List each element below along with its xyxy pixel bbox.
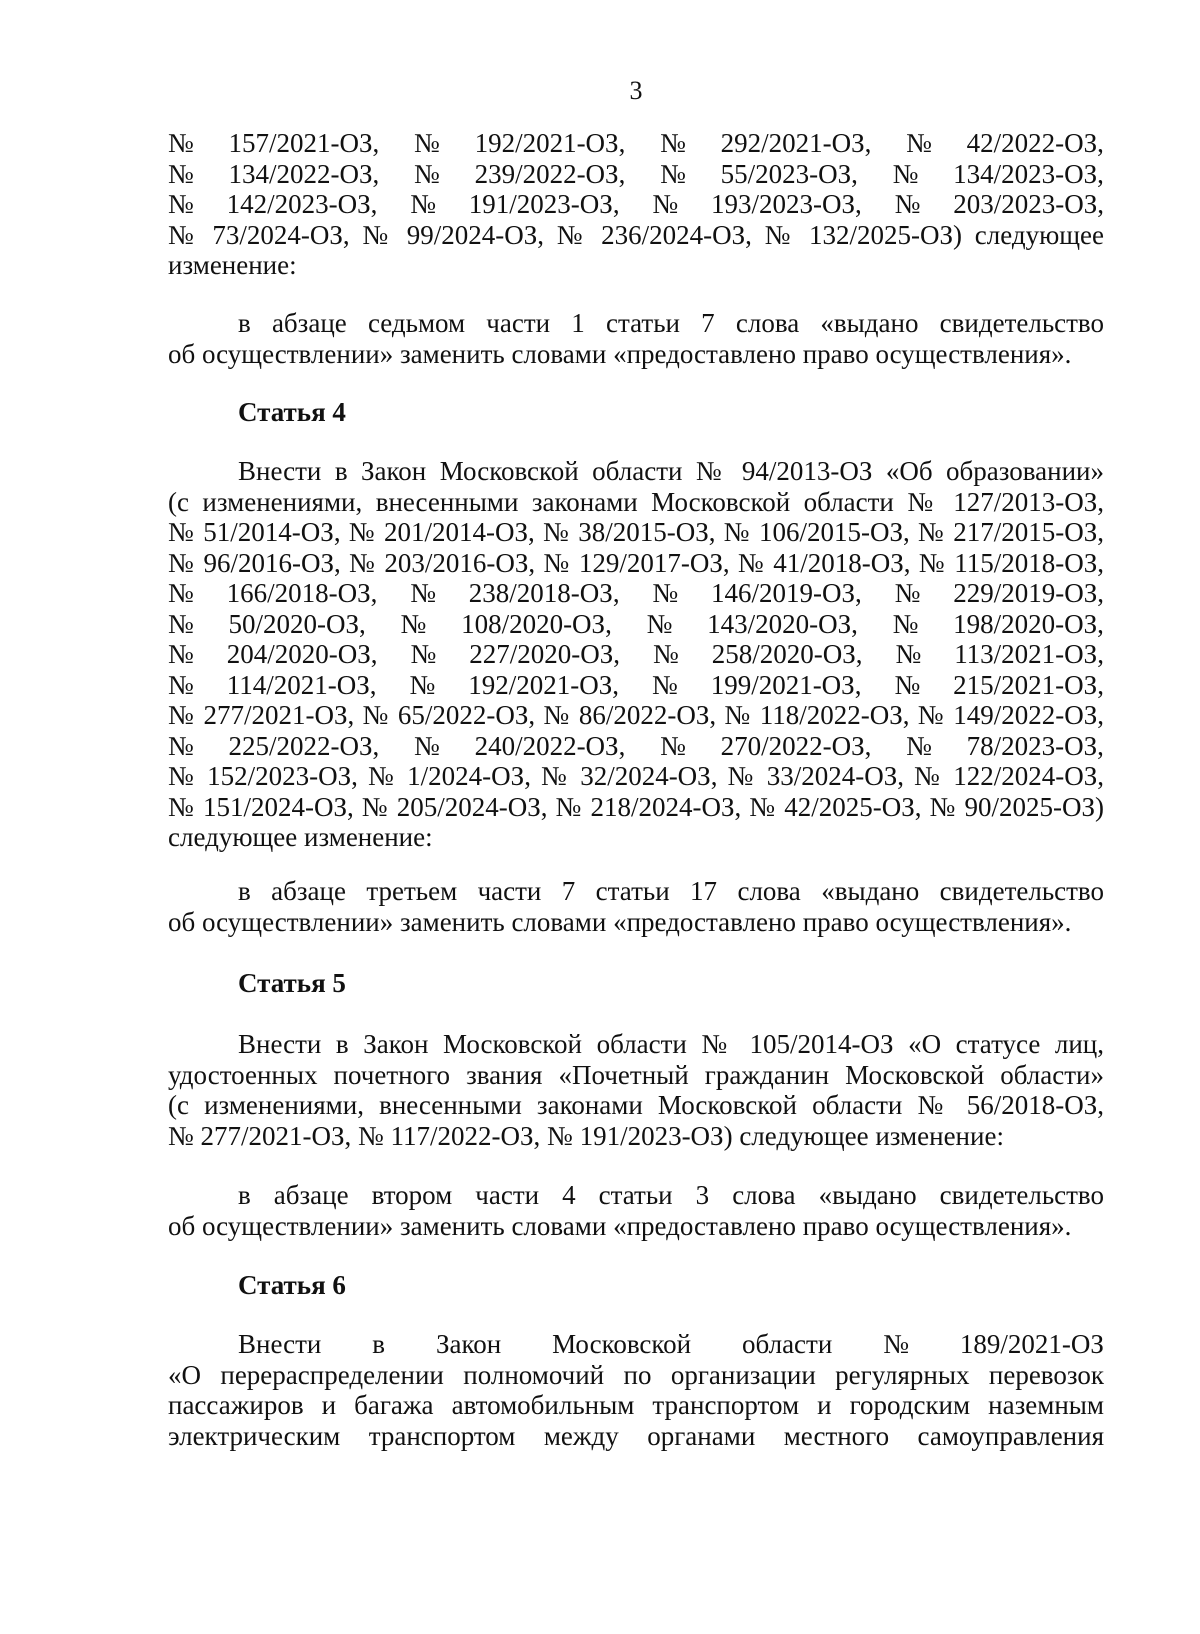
text-line: в абзаце седьмом части 1 статьи 7 слова «выдано свидетельство	[238, 308, 1104, 338]
text-line: № 157/2021-ОЗ, № 192/2021-ОЗ, № 292/2021-ОЗ, № 42/2022-ОЗ,	[168, 128, 1104, 158]
text-line: № 50/2020-ОЗ, № 108/2020-ОЗ, № 143/2020-ОЗ, № 198/2020-ОЗ,	[168, 608, 1104, 639]
text-line: Внести в Закон Московской области № 94/2013-ОЗ «Об образовании»	[238, 456, 1104, 486]
article-4-amendment	[168, 876, 1104, 937]
text-line: № 204/2020-ОЗ, № 227/2020-ОЗ, № 258/2020-ОЗ, № 113/2021-ОЗ,	[168, 639, 1104, 669]
text-line: № 73/2024-ОЗ, № 99/2024-ОЗ, № 236/2024-ОЗ, № 132/2025-ОЗ) следующее	[168, 219, 1104, 250]
text-line: № 51/2014-ОЗ, № 201/2014-ОЗ, № 38/2015-ОЗ, № 106/2015-ОЗ, № 217/2015-ОЗ,	[168, 517, 1104, 547]
text-line: № 225/2022-ОЗ, № 240/2022-ОЗ, № 270/2022-ОЗ, № 78/2023-ОЗ,	[168, 730, 1104, 761]
text-line: следующее изменение:	[168, 822, 433, 852]
text-line: Внести в Закон Московской области № 189/2021-ОЗ	[238, 1329, 1104, 1359]
article-3-amendment	[168, 308, 1104, 369]
article-6-heading: Статья 6	[238, 1270, 346, 1300]
text-line: № 134/2022-ОЗ, № 239/2022-ОЗ, № 55/2023-ОЗ, № 134/2023-ОЗ,	[168, 158, 1104, 189]
article-5-amendment	[168, 1180, 1104, 1241]
article-4-heading: Статья 4	[238, 397, 346, 427]
text-line: удостоенных почетного звания «Почетный гражданин Московской области»	[168, 1059, 1104, 1090]
text-line: № 151/2024-ОЗ, № 205/2024-ОЗ, № 218/2024-ОЗ, № 42/2025-ОЗ, № 90/2025-ОЗ)	[168, 791, 1104, 822]
text-line: об осуществлении» заменить словами «предоставлено право осуществления».	[168, 906, 1072, 937]
text-line: № 277/2021-ОЗ, № 65/2022-ОЗ, № 86/2022-ОЗ, № 118/2022-ОЗ, № 149/2022-ОЗ,	[168, 700, 1104, 730]
text-line: (с изменениями, внесенными законами Московской области № 56/2018-ОЗ,	[168, 1090, 1104, 1120]
text-line: (с изменениями, внесенными законами Московской области № 127/2013-ОЗ,	[168, 486, 1104, 517]
continuation-paragraph	[168, 128, 1104, 281]
text-line: № 152/2023-ОЗ, № 1/2024-ОЗ, № 32/2024-ОЗ, № 33/2024-ОЗ, № 122/2024-ОЗ,	[168, 761, 1104, 791]
text-line: об осуществлении» заменить словами «предоставлено право осуществления».	[168, 338, 1072, 369]
text-line: в абзаце третьем части 7 статьи 17 слова «выдано свидетельство	[238, 876, 1104, 906]
article-4-paragraph	[168, 456, 1104, 853]
article-6-paragraph	[168, 1329, 1104, 1451]
text-line: «О перераспределении полномочий по организации регулярных перевозок	[168, 1359, 1104, 1390]
text-line: Внести в Закон Московской области № 105/2014-ОЗ «О статусе лиц,	[238, 1029, 1104, 1059]
text-line: об осуществлении» заменить словами «предоставлено право осуществления».	[168, 1210, 1072, 1241]
text-line: № 166/2018-ОЗ, № 238/2018-ОЗ, № 146/2019-ОЗ, № 229/2019-ОЗ,	[168, 578, 1104, 608]
text-line: пассажиров и багажа автомобильным транспортом и городским наземным	[168, 1390, 1104, 1420]
text-line: № 114/2021-ОЗ, № 192/2021-ОЗ, № 199/2021-ОЗ, № 215/2021-ОЗ,	[168, 669, 1104, 700]
article-5-heading: Статья 5	[238, 968, 346, 998]
text-line: в абзаце втором части 4 статьи 3 слова «выдано свидетельство	[238, 1180, 1104, 1210]
text-line: электрическим транспортом между органами местного самоуправления	[168, 1420, 1104, 1451]
article-5-paragraph	[168, 1029, 1104, 1151]
page-number: 3	[629, 76, 643, 105]
text-line: № 142/2023-ОЗ, № 191/2023-ОЗ, № 193/2023-ОЗ, № 203/2023-ОЗ,	[168, 189, 1104, 219]
text-line: № 277/2021-ОЗ, № 117/2022-ОЗ, № 191/2023-ОЗ) следующее изменение:	[168, 1120, 1004, 1151]
text-line: изменение:	[168, 250, 297, 280]
text-line: № 96/2016-ОЗ, № 203/2016-ОЗ, № 129/2017-ОЗ, № 41/2018-ОЗ, № 115/2018-ОЗ,	[168, 547, 1104, 578]
